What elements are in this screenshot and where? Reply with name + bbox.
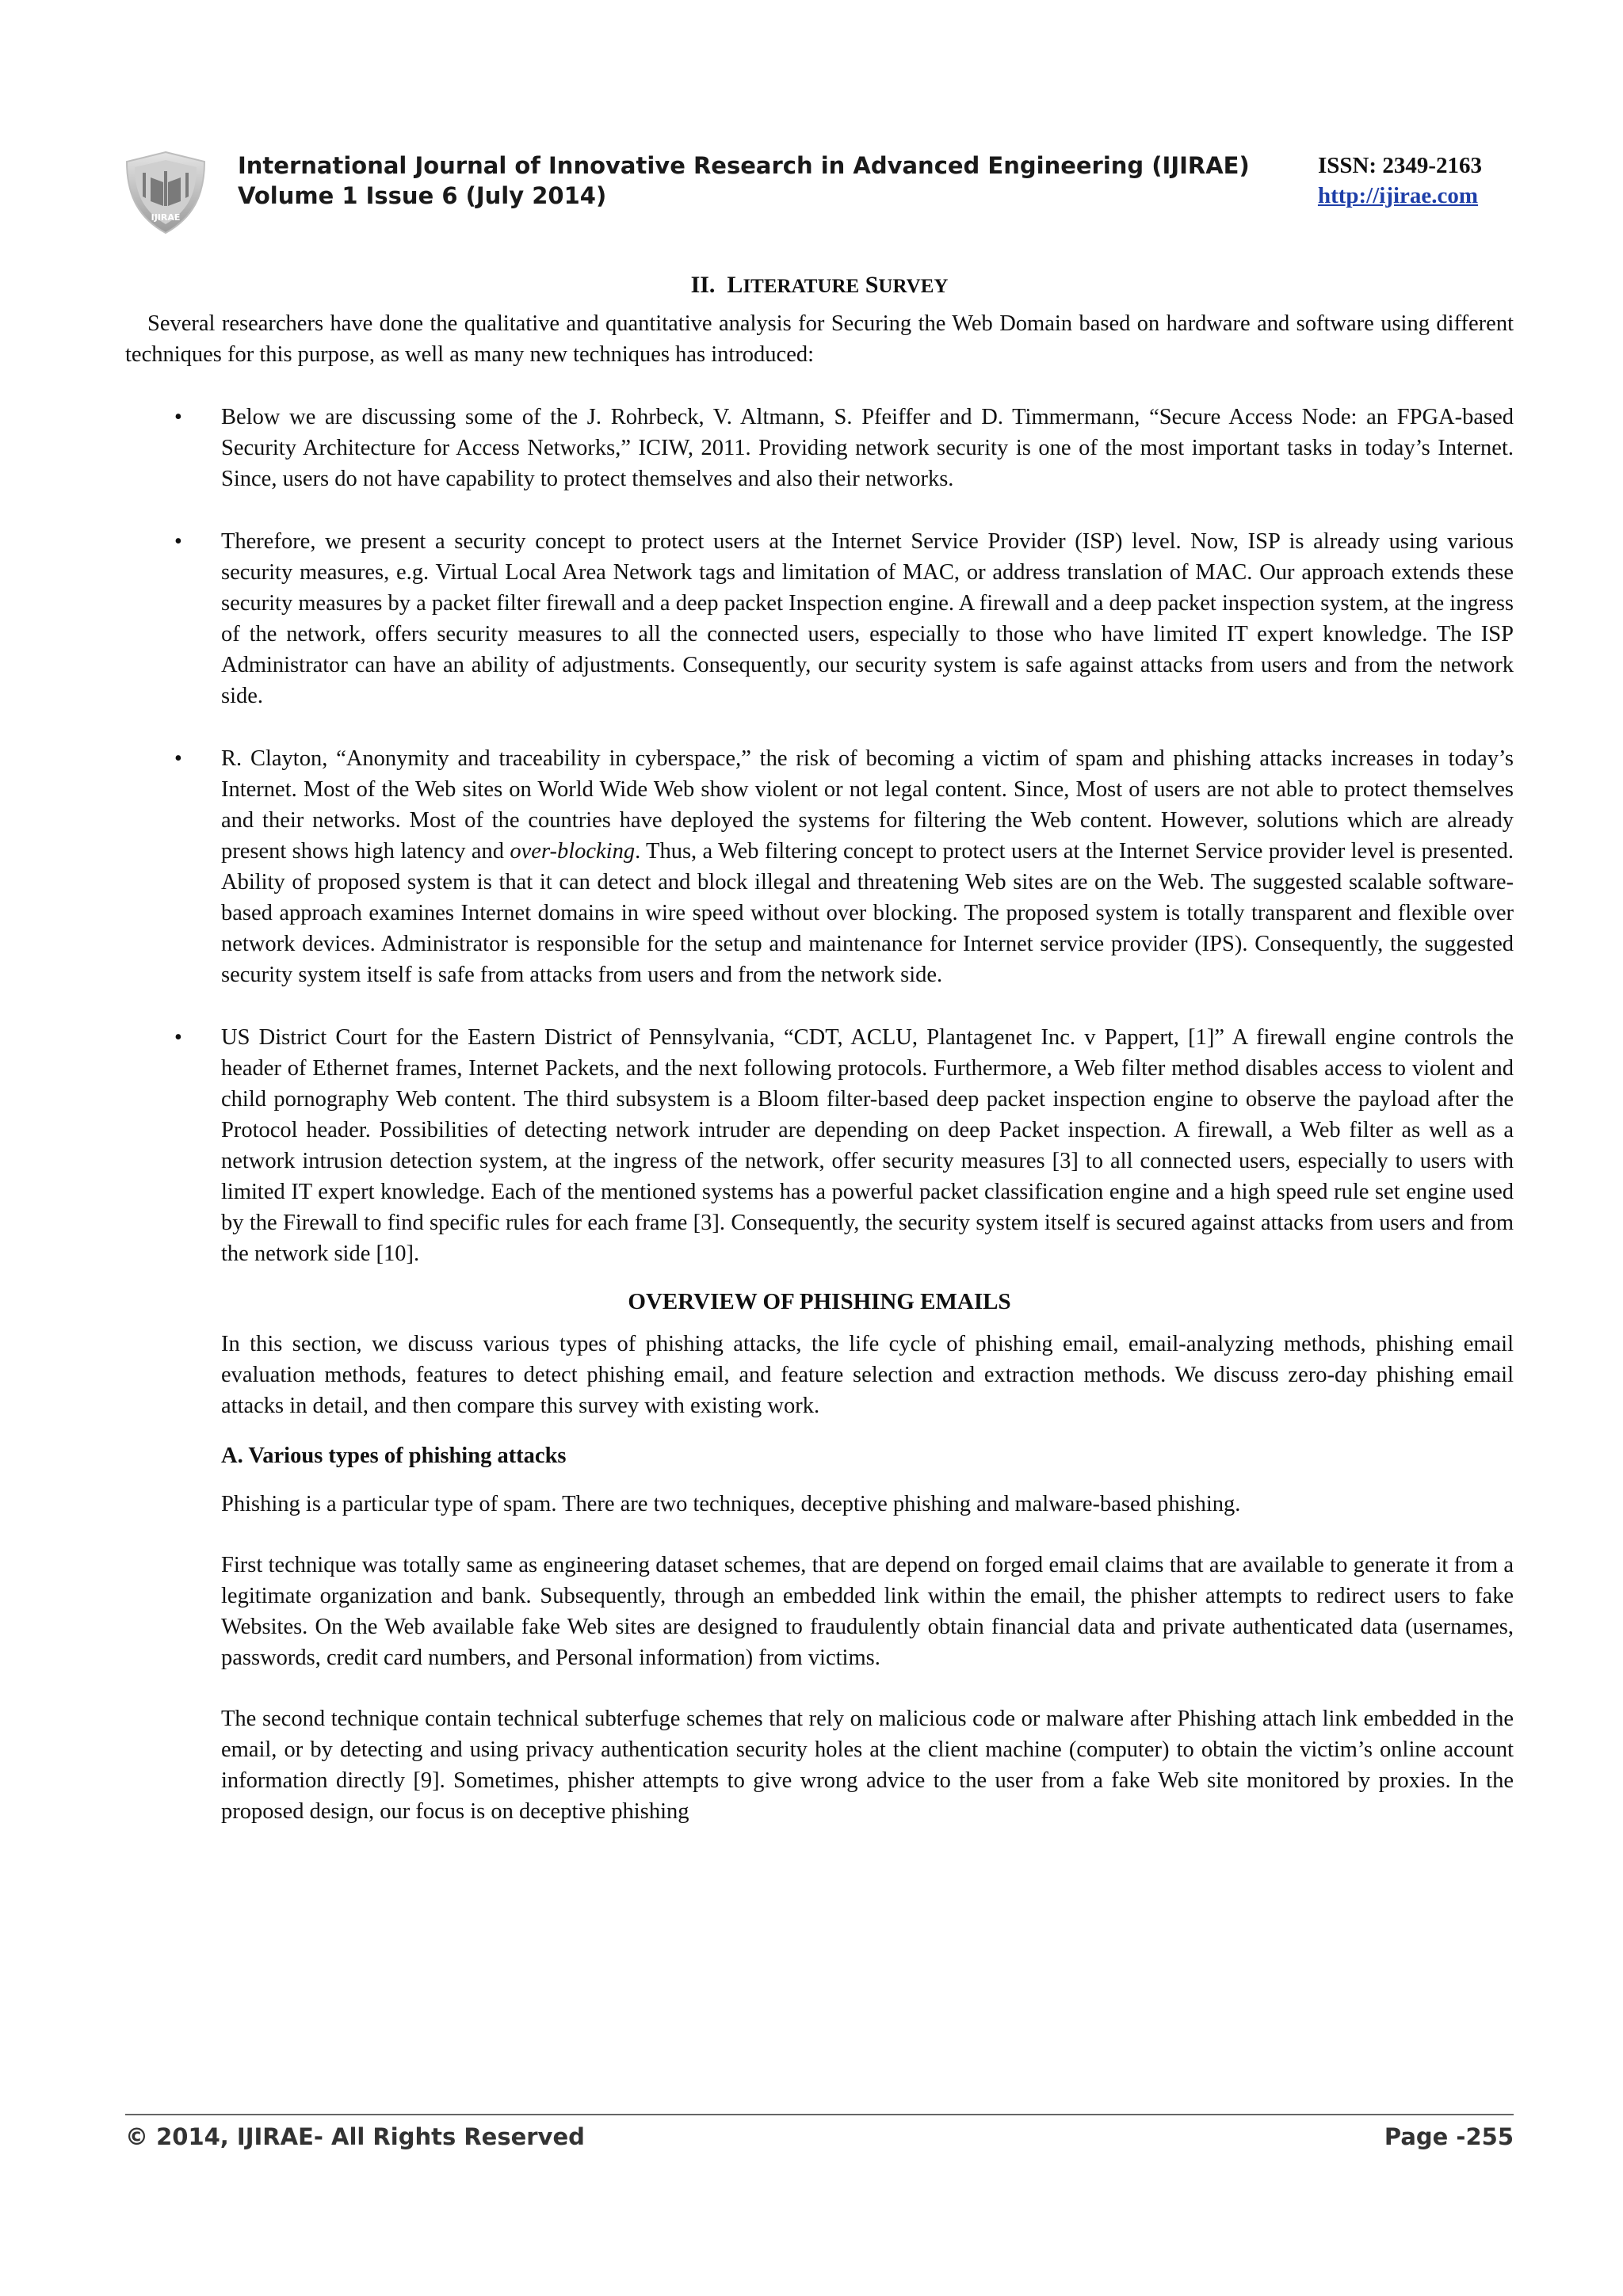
list-item [125,526,1514,711]
journal-volume: Volume 1 Issue 6 (July 2014) [238,182,607,209]
footer-page-number: Page -255 [1384,2123,1514,2150]
journal-meta [1318,151,1482,211]
list-item-text: Therefore, we present a security concept to protect users at the Internet Service Provider (ISP) level. Now, ISP is already using various security measures, e.g. Virtual Local Area Network tags and limitation of MAC, or address translation of MAC. Our approach extends these security measures by a packet filter firewall and a deep packet Inspection engine. A firewall and a deep packet inspection system, at the ingress of the network, offers security measures to all the connected users, especially to those who have limited IT expert knowledge. The ISP Administrator can have an ability of adjustments. Consequently, our security system is safe against attacks from users and from the network side. [221,529,1514,708]
list-item-text-italic: over-blocking [510,839,636,864]
phishing-para-1: Phishing is a particular type of spam. There are two techniques, deceptive phishing and malware-based phishing. [221,1492,1241,1516]
footer-divider [125,2114,1514,2115]
journal-name: International Journal of Innovative Research in Advanced Engineering (IJIRAE) [238,152,1250,179]
intro-paragraph: Several researchers have done the qualitative and quantitative analysis for Securing the Web Domain based on hardware and software using different techniques for this purpose, as well as many new techniques has introduced: [125,311,1514,367]
section-title-L: L [727,272,743,298]
literature-list [125,402,1514,1269]
list-item-text-part: . Thus, a Web filtering concept to protect users at the Internet Service provider level is presented. Ability of proposed system is that it can detect and block illegal and threatening Web sites are on the Web. The suggested scalable software-based approach examines Internet domains in wire speed without over blocking. The proposed system is totally transparent and flexible over network devices. Administrator is responsible for the setup and maintenance for Internet service provider (IPS). Consequently, the suggested security system itself is safe from attacks from users and from the network side. [221,839,1514,987]
section-heading [125,269,1514,302]
list-item-text: US District Court for the Eastern District of Pennsylvania, “CDT, ACLU, Plantagenet Inc. v Pappert, [1]” A firewall engine controls the header of Ethernet frames, Internet Packets, and the next following protocols. Furthermore, a Web filter method disables access to violent and child pornography Web content. The third subsystem is a Bloom filter-based deep packet inspection engine to observe the payload after the Protocol header. Possibilities of detecting network intruder are depending on deep Packet inspection. A firewall, a Web filter as well as a network intrusion detection system, at the ingress of the network, offer security measures [3] to all connected users, especially to users with limited IT expert knowledge. Each of the mentioned systems has a powerful packet classification engine and a high speed rule set engine used by the Firewall to find specific rules for each frame [3]. Consequently, the security system itself is secured against attacks from users and from the network side [10]. [221,1025,1514,1266]
list-item-text: Below we are discussing some of the J. Rohrbeck, V. Altmann, S. Pfeiffer and D. Timmermann, “Secure Access Node: an FPGA-based Security Architecture for Access Networks,” ICIW, 2011. Providing network security is one of the most important tasks in today’s Internet. Since, users do not have capability to protect themselves and also their networks. [221,405,1514,491]
journal-website-link[interactable]: http://ijirae.com [1317,183,1479,208]
section-title-rest1: ITERATURE [743,276,860,297]
subsection-heading: A. Various types of phishing attacks [221,1444,567,1468]
list-item [125,743,1514,990]
list-item-text-part: R. Clayton, “Anonymity and traceability in cyberspace,” the risk of becoming a victim of spam and phishing attacks increases in today’s Internet. Most of the Web sites on World Wide Web show violent or not legal content. Since, Most of users are not able to protect themselves and their networks. Most of the countries have deployed the systems for filtering the Web content. However, solutions which are already present shows high latency and [221,746,1514,864]
section-title-S: S [865,272,879,298]
issn: ISSN: 2349-2163 [1317,153,1482,178]
overview-heading: OVERVIEW OF PHISHING EMAILS [628,1289,1011,1314]
footer-copyright: © 2014, IJIRAE- All Rights Reserved [125,2123,585,2150]
logo-text: IJIRAE [151,212,181,223]
bullet-icon: • [174,405,182,429]
article-body [125,269,1514,1827]
bullet-icon: • [174,529,182,554]
journal-header [119,143,1482,230]
journal-logo-icon [119,149,212,236]
section-title-rest2: URVEY [878,276,949,297]
bullet-icon: • [174,1025,182,1050]
list-item-text [221,746,1514,987]
overview-intro: In this section, we discuss various types of phishing attacks, the life cycle of phishing email, email-analyzing methods, phishing email evaluation methods, features to detect phishing email, and feature selection and extraction methods. We discuss zero-day phishing email attacks in detail, and then compare this survey with existing work. [221,1332,1514,1418]
list-item [125,402,1514,494]
list-item [125,1022,1514,1269]
journal-title [238,151,1250,211]
bullet-icon: • [174,746,182,771]
phishing-para-2: First technique was totally same as engineering dataset schemes, that are depend on forged email claims that are available to generate it from a legitimate organization and bank. Subsequently, through an embedded link within the email, the phisher attempts to redirect users to fake Websites. On the Web available fake Web sites are designed to fraudulently obtain financial data and private authenticated data (usernames, passwords, credit card numbers, and Personal information) from victims. [221,1553,1514,1670]
section-number: II. [690,272,716,298]
phishing-para-3: The second technique contain technical subterfuge schemes that rely on malicious code or malware after Phishing attach link embedded in the email, or by detecting and using privacy authentication security holes at the client machine (computer) to obtain the victim’s online account information directly [9]. Sometimes, phisher attempts to give wrong advice to the user from a fake Web site monitored by proxies. In the proposed design, our focus is on deceptive phishing [221,1707,1514,1824]
